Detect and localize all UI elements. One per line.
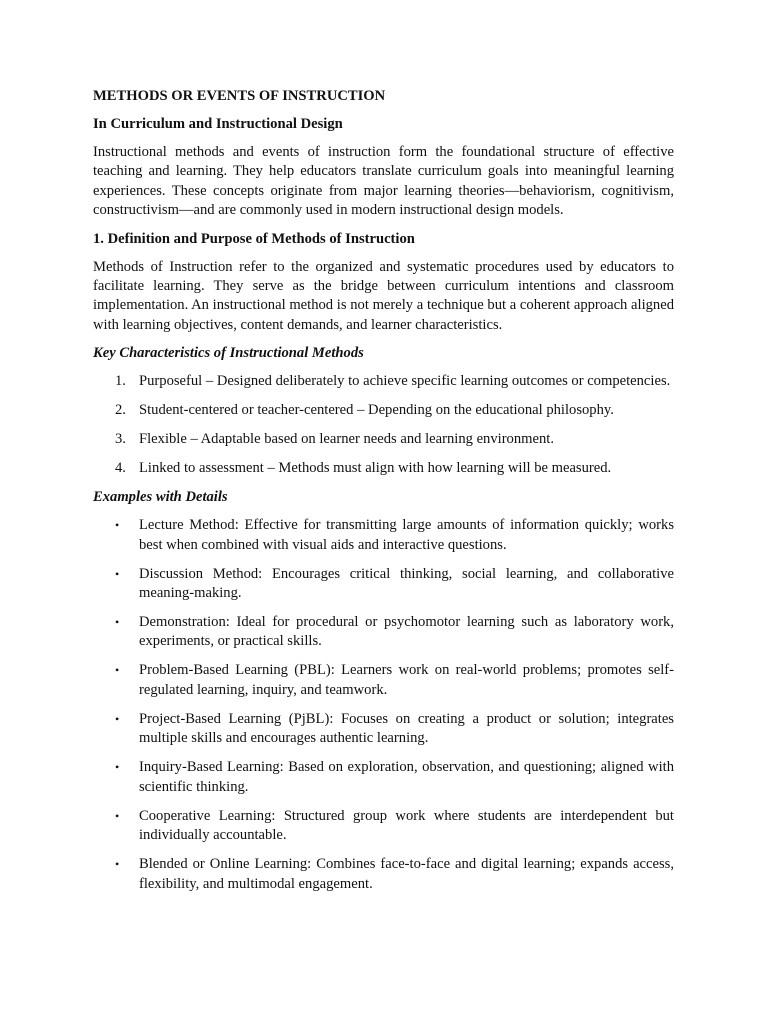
bullet-icon: • bbox=[115, 711, 120, 726]
bullet-icon: • bbox=[115, 518, 120, 533]
list-item bbox=[93, 430, 674, 449]
list-number: 2. bbox=[115, 402, 126, 419]
bullet-icon: • bbox=[115, 857, 120, 872]
list-item-text: Project-Based Learning (PjBL): Focuses on creating a product or solution; integrates multiple skills and encourages authentic learning. bbox=[139, 710, 674, 747]
bullet-icon: • bbox=[115, 663, 120, 678]
list-item bbox=[93, 401, 674, 420]
bullet-icon: • bbox=[115, 808, 120, 823]
list-item bbox=[93, 758, 674, 797]
examples-heading: Examples with Details bbox=[93, 489, 228, 506]
list-item bbox=[93, 710, 674, 749]
list-item bbox=[93, 459, 674, 478]
bullet-icon: • bbox=[115, 615, 120, 630]
list-item bbox=[93, 565, 674, 604]
list-item-text: Blended or Online Learning: Combines face-to-face and digital learning; expands access, flexibility, and multimodal engagement. bbox=[139, 856, 674, 892]
list-item-text: Student-centered or teacher-centered – Depending on the educational philosophy. bbox=[139, 402, 614, 419]
list-item bbox=[93, 516, 674, 555]
key-characteristics-heading: Key Characteristics of Instructional Methods bbox=[93, 345, 364, 362]
list-item-text: Problem-Based Learning (PBL): Learners work on real-world problems; promotes self-regulated learning, inquiry, and teamwork. bbox=[139, 662, 674, 698]
list-item-text: Demonstration: Ideal for procedural or psychomotor learning such as laboratory work, experiments, or practical skills. bbox=[139, 614, 674, 650]
list-item-text: Linked to assessment – Methods must align with how learning will be measured. bbox=[139, 460, 612, 477]
bullet-icon: • bbox=[115, 760, 120, 775]
list-item bbox=[93, 613, 674, 652]
list-number: 4. bbox=[115, 460, 126, 477]
list-item bbox=[93, 372, 674, 391]
list-item-text: Purposeful – Designed deliberately to achieve specific learning outcomes or competencies. bbox=[139, 373, 671, 390]
list-item-text: Inquiry-Based Learning: Based on exploration, observation, and questioning; aligned with scientific thinking. bbox=[139, 759, 674, 795]
document-title: METHODS OR EVENTS OF INSTRUCTION bbox=[93, 88, 386, 104]
list-number: 3. bbox=[115, 431, 126, 448]
document-subtitle: In Curriculum and Instructional Design bbox=[93, 116, 343, 132]
section-1-heading: 1. Definition and Purpose of Methods of Instruction bbox=[93, 230, 415, 247]
bullet-icon: • bbox=[115, 566, 120, 581]
examples-list bbox=[93, 516, 674, 894]
list-item-text: Flexible – Adaptable based on learner needs and learning environment. bbox=[139, 431, 554, 448]
list-item bbox=[93, 661, 674, 700]
list-number: 1. bbox=[115, 373, 126, 390]
list-item-text: Lecture Method: Effective for transmitting large amounts of information quickly; works best when combined with visual aids and interactive questions. bbox=[139, 517, 674, 553]
list-item bbox=[93, 807, 674, 846]
list-item-text: Cooperative Learning: Structured group work where students are interdependent but individually accountable. bbox=[139, 807, 674, 844]
list-item bbox=[93, 855, 674, 894]
list-item-text: Discussion Method: Encourages critical thinking, social learning, and collaborative meaning-making. bbox=[139, 565, 674, 602]
section-1-paragraph: Methods of Instruction refer to the organized and systematic procedures used by educators to facilitate learning. They serve as the bridge between curriculum intentions and classroom implementation. An instructional method is not merely a technique but a coherent approach aligned with learning objectives, content demands, and learner characteristics. bbox=[93, 258, 674, 333]
key-characteristics-list bbox=[93, 372, 674, 478]
intro-paragraph: Instructional methods and events of instruction form the foundational structure of effective teaching and learning. They help educators translate curriculum goals into meaningful learning experiences. These concepts originate from major learning theories—behaviorism, cognitivism, constructivism—and are commonly used in modern instructional design models. bbox=[93, 144, 674, 219]
